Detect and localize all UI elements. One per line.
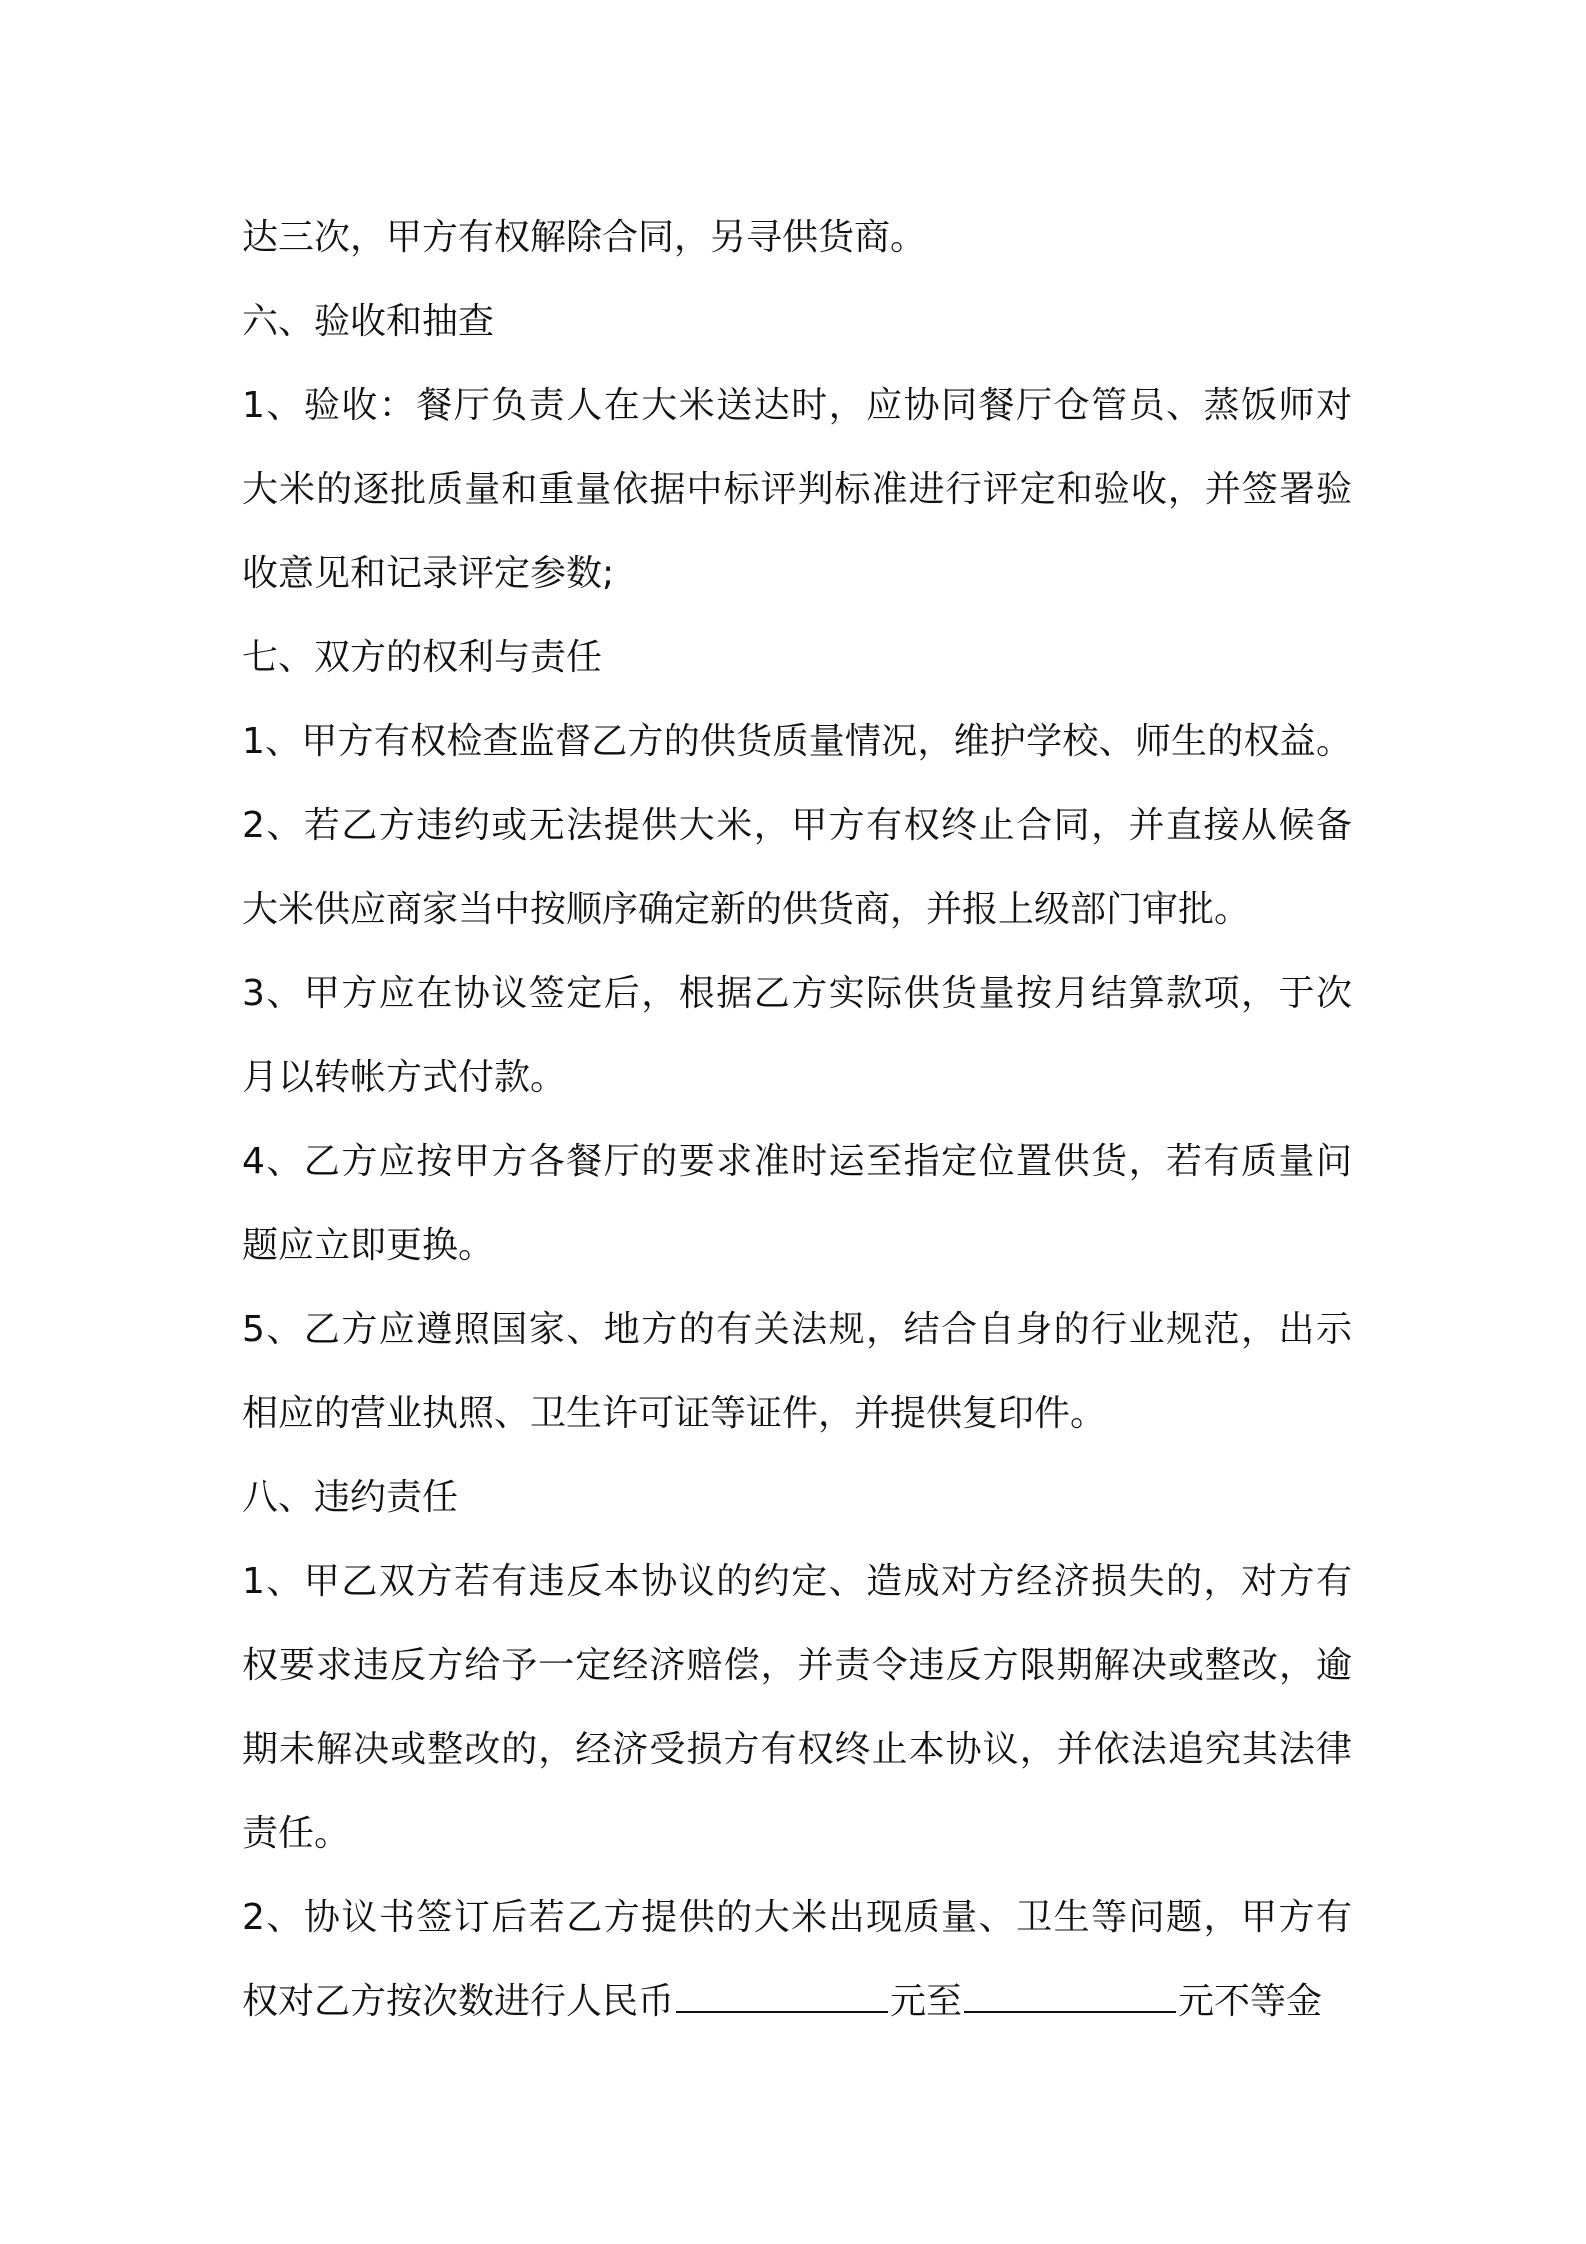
text-line: 大米的逐批质量和重量依据中标评判标准进行评定和验收，并签署验 — [242, 469, 1352, 510]
text-line: 1、甲乙双方若有违反本协议的约定、造成对方经济损失的，对方有 — [242, 1561, 1352, 1602]
text-line: 3、甲方应在协议签定后，根据乙方实际供货量按月结算款项，于次 — [242, 973, 1352, 1014]
text-line: 月以转帐方式付款。 — [242, 1057, 567, 1098]
text-line: 题应立即更换。 — [242, 1225, 495, 1266]
text-segment: 权对乙方按次数进行人民币 — [242, 1981, 675, 2022]
section-heading: 六、验收和抽查 — [242, 301, 495, 342]
text-line: 达三次，甲方有权解除合同，另寻供货商。 — [242, 217, 927, 258]
document-body — [242, 196, 1352, 2044]
text-line: 2、协议书签订后若乙方提供的大米出现质量、卫生等问题，甲方有 — [242, 1897, 1352, 1938]
text-line: 1、甲方有权检查监督乙方的供货质量情况，维护学校、师生的权益。 — [242, 721, 1352, 762]
text-line: 5、乙方应遵照国家、地方的有关法规，结合自身的行业规范，出示 — [242, 1309, 1352, 1350]
text-segment: 元不等金 — [1178, 1981, 1323, 2022]
text-segment: 元至 — [890, 1981, 963, 2022]
text-line: 4、乙方应按甲方各餐厅的要求准时运至指定位置供货，若有质量问 — [242, 1141, 1352, 1182]
text-line: 权要求违反方给予一定经济赔偿，并责令违反方限期解决或整改，逾 — [242, 1645, 1352, 1686]
text-line: 1、验收：餐厅负责人在大米送达时，应协同餐厅仓管员、蒸饭师对 — [242, 385, 1352, 426]
text-line: 收意见和记录评定参数; — [242, 553, 615, 594]
section-heading: 八、违约责任 — [242, 1477, 459, 1518]
text-line: 2、若乙方违约或无法提供大米，甲方有权终止合同，并直接从候备 — [242, 805, 1352, 846]
text-line: 责任。 — [242, 1813, 351, 1854]
text-line: 相应的营业执照、卫生许可证等证件，并提供复印件。 — [242, 1393, 1107, 1434]
fill-in-blank — [676, 1981, 888, 2013]
text-line: 期未解决或整改的，经济受损方有权终止本协议，并依法追究其法律 — [242, 1729, 1352, 1770]
section-heading: 七、双方的权利与责任 — [242, 637, 603, 678]
text-line-with-blanks — [242, 1960, 1352, 2044]
fill-in-blank — [964, 1981, 1176, 2013]
text-line: 大米供应商家当中按顺序确定新的供货商，并报上级部门审批。 — [242, 889, 1251, 930]
